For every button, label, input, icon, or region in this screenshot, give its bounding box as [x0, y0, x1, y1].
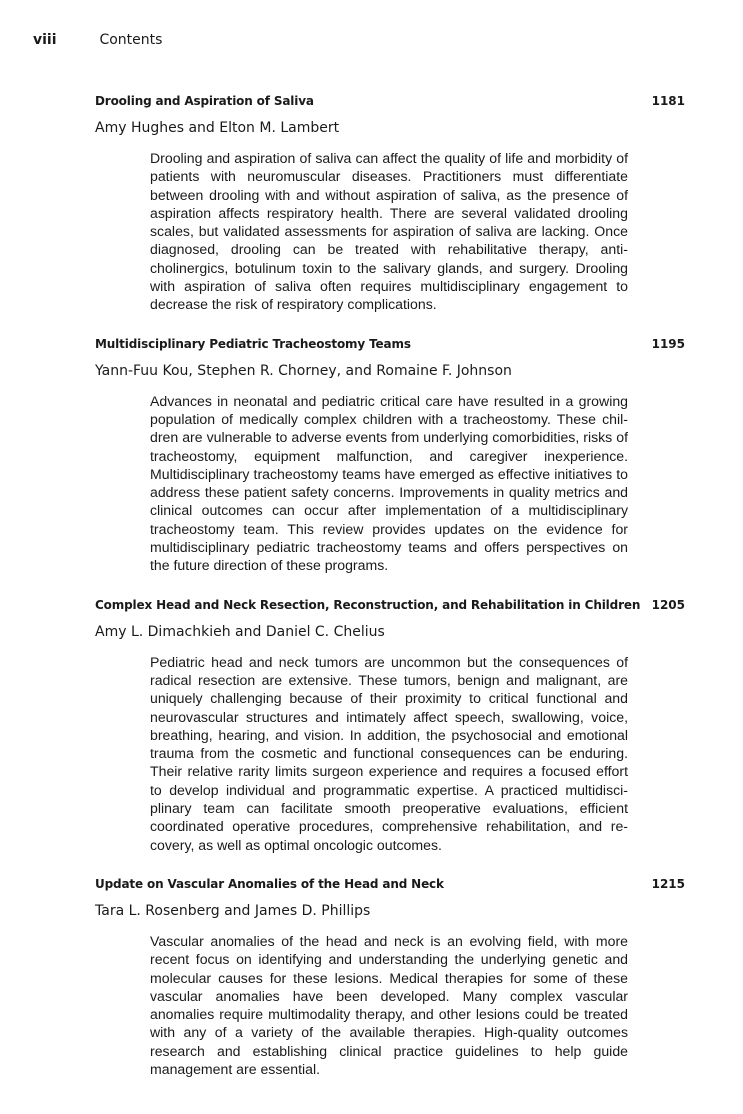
article-authors: Amy L. Dimachkieh and Daniel C. Chelius — [95, 623, 385, 640]
article-page-number[interactable]: 1195 — [651, 336, 685, 351]
entry-heading — [95, 336, 685, 353]
entry-heading — [95, 597, 685, 614]
entry-heading — [95, 876, 685, 893]
article-abstract: Vascular anomalies of the head and neck is an evolving field, with more recent focus on identifying and understanding the underlying genetic and molecular causes for these lesions. Medical therapies for some of these vascular anomalies have been developed. Many complex vascular anomalies require multimodality therapy, and other lesions could be treated with any of a variety of the available therapies. High-quality outcomes research and establishing clinical practice guidelines to help guide management are essential. — [150, 932, 628, 1077]
contents-entry — [95, 597, 685, 854]
contents-list — [95, 93, 685, 1100]
article-title[interactable]: Update on Vascular Anomalies of the Head and Neck — [95, 876, 444, 891]
article-authors: Amy Hughes and Elton M. Lambert — [95, 120, 340, 136]
contents-entry — [95, 876, 685, 1078]
article-title[interactable]: Drooling and Aspiration of Saliva — [95, 94, 314, 108]
article-page-number[interactable]: 1215 — [651, 876, 685, 891]
running-head — [33, 31, 162, 49]
article-abstract: Pediatric head and neck tumors are uncommon but the consequences of radical resection are extensive. These tumors, benign and malignant, are uniquely challenging because of their proximity to critical functional and neurovascular structures and intimately affect speech, swallowing, voice, breathing, hearing, and vision. In addition, the psychosocial and emotional trauma from the cosmetic and functional consequences can be enduring. Their relative rarity limits surgeon experience and requires a focused effort to develop individual and programmatic expertise. A practiced multidisciplinary team can facilitate smooth preoperative evaluations, efficient coordinated operative procedures, comprehensive rehabilitation, and recovery, as well as optimal oncologic outcomes. — [150, 653, 628, 853]
article-title[interactable]: Complex Head and Neck Resection, Reconstruction, and Rehabilitation in Children — [95, 597, 641, 612]
article-abstract: Advances in neonatal and pediatric critical care have resulted in a growing population of medically complex children with a tracheostomy. These children are vulnerable to adverse events from underlying comorbidities, risks of tracheostomy, equipment malfunction, and caregiver inexperience. Multidisciplinary tracheostomy teams have emerged as effective initiatives to address these patient safety concerns. Improvements in quality metrics and clinical outcomes can occur after implementation of a multidisciplinary tracheostomy team. This review provides updates on the evidence for multidisciplinary pediatric tracheostomy teams and offers perspectives on the future direction of these programs. — [150, 392, 628, 574]
article-page-number[interactable]: 1181 — [651, 94, 685, 108]
article-authors: Tara L. Rosenberg and James D. Phillips — [95, 902, 371, 919]
article-title[interactable]: Multidisciplinary Pediatric Tracheostomy Teams — [95, 336, 411, 351]
entry-heading — [95, 93, 685, 110]
article-abstract: Drooling and aspiration of saliva can affect the quality of life and morbidity of patients with neuromuscular diseases. Practitioners must differentiate between drooling with and without aspiration of saliva, as the presence of aspiration affects respiratory health. There are several validated drooling scales, but validated assessments for aspiration of saliva are lacking. Once diagnosed, drooling can be treated with rehabilitative therapy, anticholinergics, botulinum toxin to the salivary glands, and surgery. Drooling with aspiration of saliva often requires multidisciplinary engagement to decrease the risk of respiratory complications. — [150, 150, 628, 313]
page-number: viii — [33, 32, 57, 48]
section-title: Contents — [99, 32, 163, 48]
contents-entry — [95, 93, 685, 314]
article-page-number[interactable]: 1205 — [651, 597, 685, 612]
article-authors: Yann-Fuu Kou, Stephen R. Chorney, and Romaine F. Johnson — [95, 362, 512, 379]
contents-entry — [95, 336, 685, 575]
